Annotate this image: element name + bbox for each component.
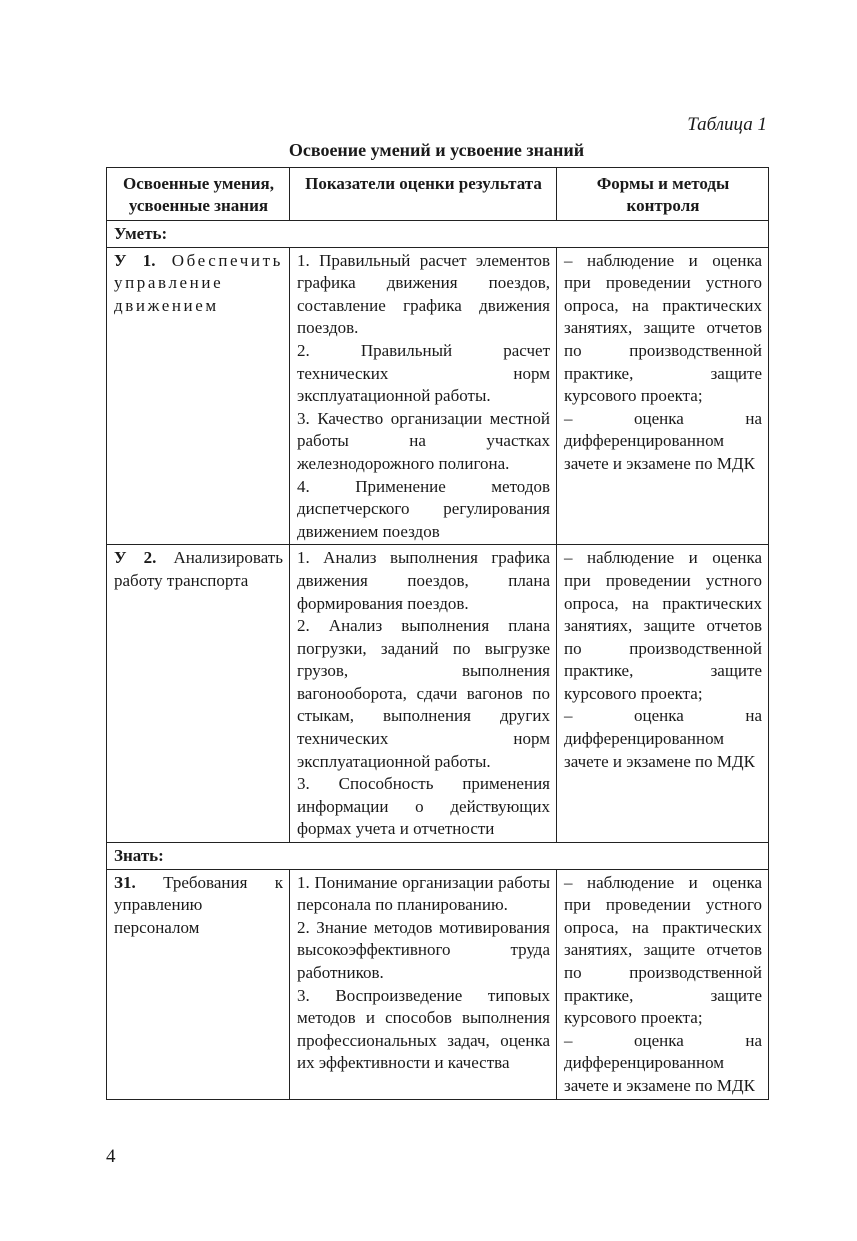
control-item: – оценка на дифференцированном зачете и экзамене по МДК xyxy=(564,706,762,771)
indicator-item: 2. Анализ выполнения плана погрузки, заданий по выгрузке грузов, выполнения вагонооборота, сдачи вагонов по стыкам, выполнения других технических норм эксплуатационной работы. xyxy=(297,616,550,771)
control-item: – оценка на дифференцированном зачете и экзамене по МДК xyxy=(564,1030,762,1095)
indicator-item: 2. Знание методов мотивирования высокоэффективного труда работников. xyxy=(297,917,550,982)
skill-code: У 2. xyxy=(114,548,157,568)
control-cell xyxy=(557,869,769,1099)
indicators-cell xyxy=(290,869,557,1099)
skill-cell xyxy=(107,869,290,1099)
section-row-knowledge xyxy=(107,843,769,870)
assessment-table xyxy=(106,167,769,1100)
section-row-abilities xyxy=(107,221,769,248)
skill-text: Анализировать работу транспорта xyxy=(114,548,283,590)
table-row xyxy=(107,247,769,545)
control-item: – наблюдение и оценка при проведении устного опроса, на практических занятиях, защите отчетов по производственной практике, защите курсового проекта; xyxy=(564,250,762,406)
indicator-item: 3. Воспроизведение типовых методов и способов выполнения профессиональных задач, оценка их эффективности и качества xyxy=(297,985,550,1073)
control-cell xyxy=(557,545,769,843)
skill-text: Обеспечить управление движением xyxy=(114,250,283,315)
indicators-cell xyxy=(290,247,557,545)
section-title: Знать: xyxy=(107,843,769,870)
page-number: 4 xyxy=(106,1146,116,1167)
header-skills: Освоенные умения, усвоенные знания xyxy=(107,168,290,221)
skill-code: З1. xyxy=(114,872,136,892)
indicator-item: 4. Применение методов диспетчерского регулирования движением поездов xyxy=(297,476,550,541)
skill-text: Требования к управлению персоналом xyxy=(114,872,283,937)
skill-cell xyxy=(107,545,290,843)
indicator-item: 2. Правильный расчет технических норм эксплуатационной работы. xyxy=(297,340,550,406)
table-caption: Освоение умений и усвоение знаний xyxy=(288,140,585,160)
skill-cell xyxy=(107,247,290,545)
indicator-item: 1. Правильный расчет элементов графика движения поездов, составление графика движения поездов. xyxy=(297,250,550,338)
indicator-item: 1. Анализ выполнения графика движения поездов, плана формирования поездов. xyxy=(297,548,550,613)
control-item: – оценка на дифференцированном зачете и экзамене по МДК xyxy=(564,408,762,473)
skill-code: У 1. xyxy=(114,250,156,270)
table-label: Таблица 1 xyxy=(687,114,767,135)
header-indicators: Показатели оценки результата xyxy=(290,168,557,221)
header-control: Формы и методы контроля xyxy=(557,168,769,221)
indicators-cell xyxy=(290,545,557,843)
control-cell xyxy=(557,247,769,545)
indicator-item: 1. Понимание организации работы персонала по планированию. xyxy=(297,872,550,915)
table-header-row xyxy=(107,168,769,221)
table-row xyxy=(107,869,769,1099)
section-title: Уметь: xyxy=(107,221,769,248)
indicator-item: 3. Способность применения информации о действующих формах учета и отчетности xyxy=(297,774,550,839)
control-item: – наблюдение и оценка при проведении устного опроса, на практических занятиях, защите отчетов по производственной практике, защите курсового проекта; xyxy=(564,872,762,1028)
table-row xyxy=(107,545,769,843)
indicator-item: 3. Качество организации местной работы на участках железнодорожного полигона. xyxy=(297,408,550,473)
control-item: – наблюдение и оценка при проведении устного опроса, на практических занятиях, защите отчетов по производственной практике, защите курсового проекта; xyxy=(564,548,762,703)
